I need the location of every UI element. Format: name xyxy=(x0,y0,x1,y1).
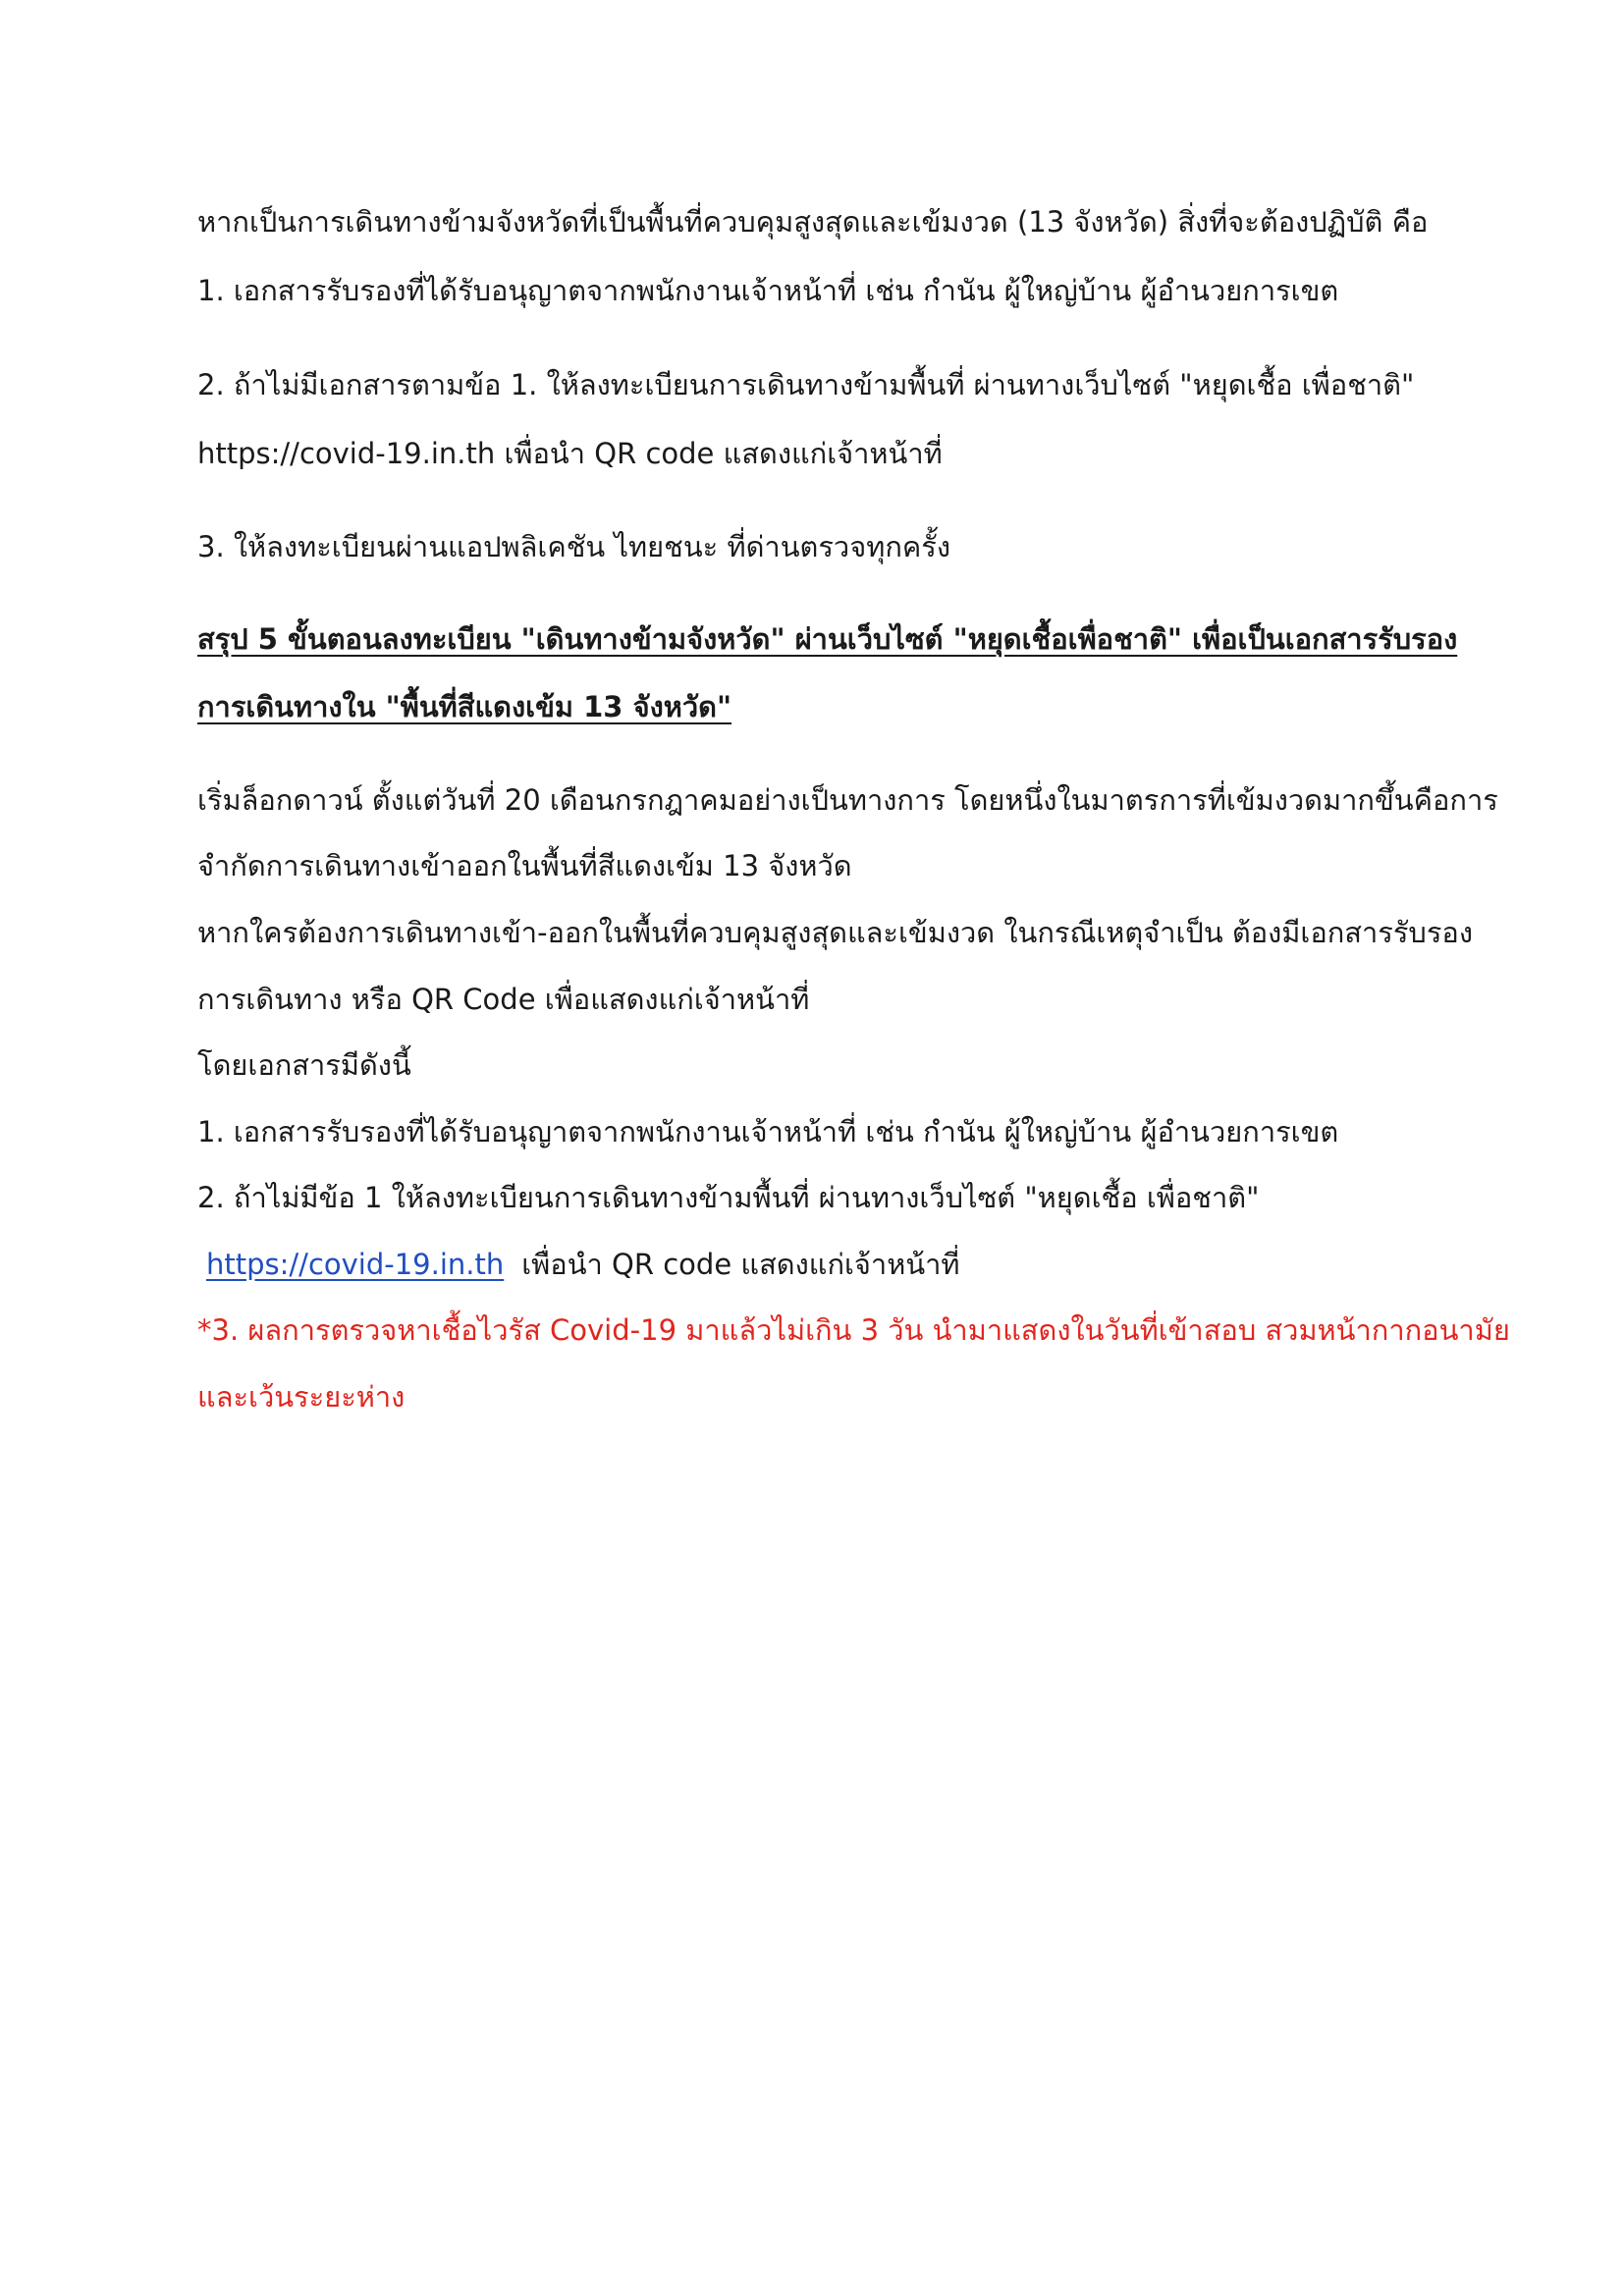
section1-item-3: 3. ให้ลงทะเบียนผ่านแอปพลิเคชัน ไทยชนะ ที่ด่านตรวจทุกครั้ง xyxy=(197,530,951,563)
covid-website-link[interactable]: https://covid-19.in.th xyxy=(206,1248,505,1281)
summary-heading-line-2: การเดินทางใน "พื้นที่สีแดงเข้ม 13 จังหวัด" xyxy=(197,690,732,723)
section2-paragraph-2-line-1: หากใครต้องการเดินทางเข้า-ออกในพื้นที่ควบคุมสูงสุดและเข้มงวด ในกรณีเหตุจำเป็น ต้องมีเอกสารรับรอง xyxy=(197,916,1473,949)
section2-paragraph-1-line-1: เริ่มล็อกดาวน์ ตั้งแต่วันที่ 20 เดือนกรกฎาคมอย่างเป็นทางการ โดยหนึ่งในมาตรการที่เข้มงวดมากขึ้นคือการ xyxy=(197,783,1498,817)
section2-item-2-rest: เพื่อนำ QR code แสดงแก่เจ้าหน้าที่ xyxy=(521,1248,960,1281)
section2-item-3-line-2: และเว้นระยะห่าง xyxy=(197,1380,406,1414)
section1-intro: หากเป็นการเดินทางข้ามจังหวัดที่เป็นพื้นที่ควบคุมสูงสุดและเข้มงวด (13 จังหวัด) สิ่งที่จะต้องปฏิบัติ คือ xyxy=(197,205,1429,239)
section1-item-2-line-1: 2. ถ้าไม่มีเอกสารตามข้อ 1. ให้ลงทะเบียนการเดินทางข้ามพื้นที่ ผ่านทางเว็บไซต์ "หยุดเชื้อ เพื่อชาติ" xyxy=(197,368,1415,401)
section2-item-1: 1. เอกสารรับรองที่ได้รับอนุญาตจากพนักงานเจ้าหน้าที่ เช่น กำนัน ผู้ใหญ่บ้าน ผู้อำนวยการเขต xyxy=(197,1115,1339,1148)
section2-docs-intro: โดยเอกสารมีดังนี้ xyxy=(197,1048,411,1082)
section2-paragraph-1-line-2: จำกัดการเดินทางเข้าออกในพื้นที่สีแดงเข้ม 13 จังหวัด xyxy=(197,849,852,882)
section2-item-2-line-2 xyxy=(206,1245,960,1284)
summary-heading-line-1: สรุป 5 ขั้นตอนลงทะเบียน "เดินทางข้ามจังหวัด" ผ่านเว็บไซต์ "หยุดเชื้อเพื่อชาติ" เพื่อเป็นเอกสารรับรอง xyxy=(197,622,1458,656)
section2-item-2-line-1: 2. ถ้าไม่มีข้อ 1 ให้ลงทะเบียนการเดินทางข้ามพื้นที่ ผ่านทางเว็บไซต์ "หยุดเชื้อ เพื่อชาติ" xyxy=(197,1181,1260,1214)
section2-paragraph-2-line-2: การเดินทาง หรือ QR Code เพื่อแสดงแก่เจ้าหน้าที่ xyxy=(197,983,810,1016)
section2-item-3-line-1: *3. ผลการตรวจหาเชื้อไวรัส Covid-19 มาแล้วไม่เกิน 3 วัน นำมาแสดงในวันที่เข้าสอบ สวมหน้ากากอนามัย xyxy=(197,1313,1510,1347)
section1-item-1: 1. เอกสารรับรองที่ได้รับอนุญาตจากพนักงานเจ้าหน้าที่ เช่น กำนัน ผู้ใหญ่บ้าน ผู้อำนวยการเขต xyxy=(197,274,1339,307)
section1-item-2-line-2: https://covid-19.in.th เพื่อนำ QR code แสดงแก่เจ้าหน้าที่ xyxy=(197,437,943,470)
